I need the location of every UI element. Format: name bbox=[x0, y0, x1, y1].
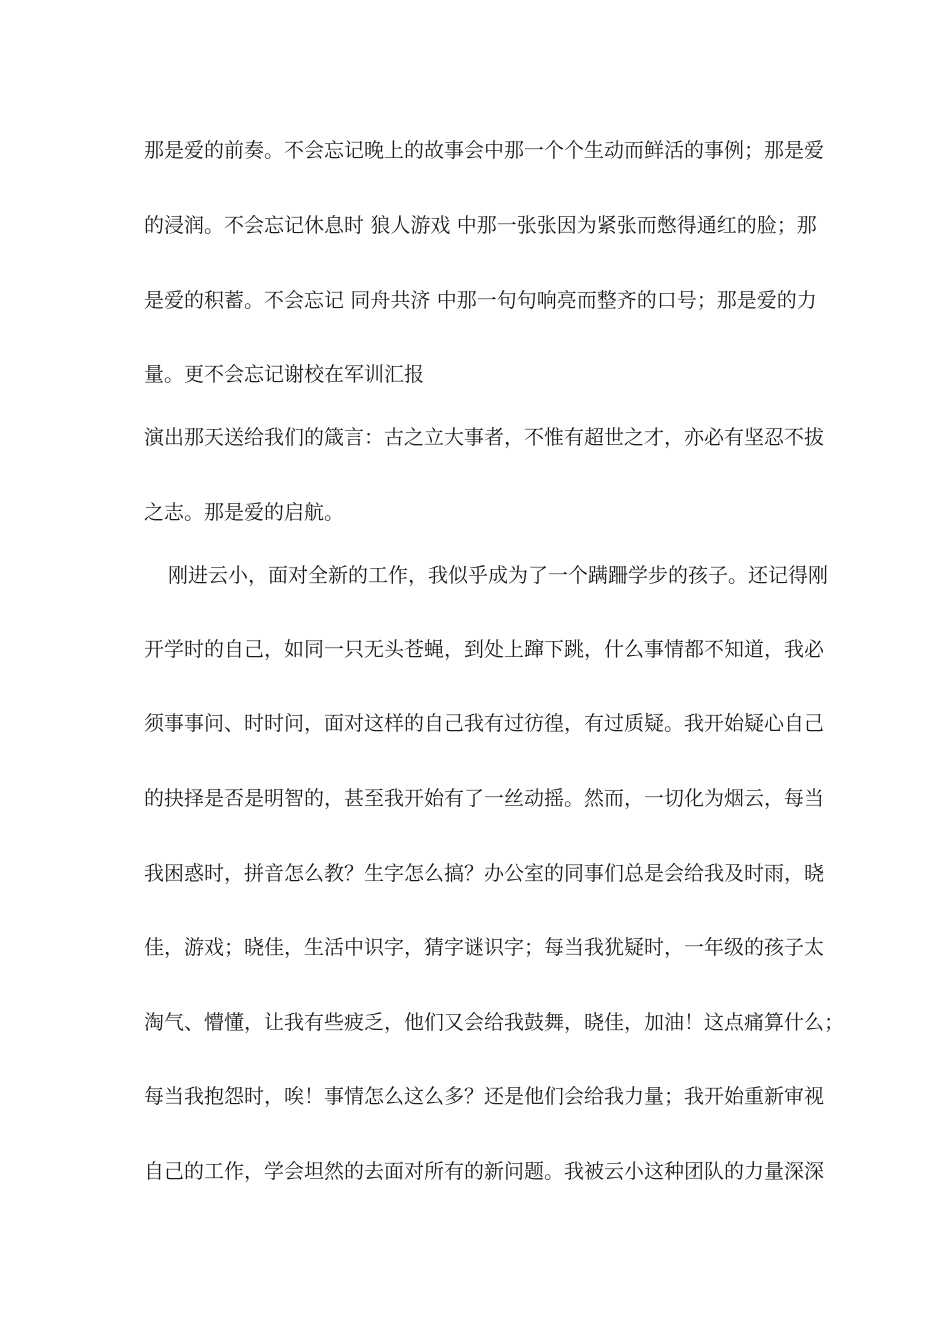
text-line-5: 演出那天送给我们的箴言：古之立大事者，不惟有超世之才，亦必有坚忍不拔 bbox=[144, 425, 824, 449]
text-line-6: 之志。那是爱的启航。 bbox=[144, 500, 344, 524]
text-line-1: 那是爱的前奏。不会忘记晚上的故事会中那一个个生动而鲜活的事例；那是爱 bbox=[144, 138, 824, 162]
text-line-10: 的抉择是否是明智的，甚至我开始有了一丝动摇。然而，一切化为烟云，每当 bbox=[144, 786, 824, 810]
paragraph-2-first-line: 刚进云小，面对全新的工作，我似乎成为了一个蹒跚学步的孩子。还记得刚 bbox=[168, 563, 828, 587]
text-line-9: 须事事问、时时问，面对这样的自己我有过彷徨，有过质疑。我开始疑心自己 bbox=[144, 711, 824, 735]
text-line-14: 每当我抱怨时，唉！事情怎么这么多？还是他们会给我力量；我开始重新审视 bbox=[144, 1084, 824, 1108]
text-line-4: 量。更不会忘记谢校在军训汇报 bbox=[144, 362, 424, 386]
text-line-11: 我困惑时，拼音怎么教？生字怎么搞？办公室的同事们总是会给我及时雨，晓 bbox=[144, 861, 824, 885]
text-line-12: 佳，游戏；晓佳，生活中识字，猜字谜识字；每当我犹疑时，一年级的孩子太 bbox=[144, 935, 824, 959]
text-line-3: 是爱的积蓄。不会忘记 同舟共济 中那一句句响亮而整齐的口号；那是爱的力 bbox=[144, 288, 817, 312]
text-line-2: 的浸润。不会忘记休息时 狼人游戏 中那一张张因为紧张而憋得通红的脸；那 bbox=[144, 213, 817, 237]
text-line-13: 淘气、懵懂，让我有些疲乏，他们又会给我鼓舞，晓佳，加油！这点痛算什么； bbox=[144, 1010, 844, 1034]
text-line-15: 自己的工作，学会坦然的去面对所有的新问题。我被云小这种团队的力量深深 bbox=[144, 1159, 824, 1183]
text-line-8: 开学时的自己，如同一只无头苍蝇，到处上蹿下跳，什么事情都不知道，我必 bbox=[144, 637, 824, 661]
